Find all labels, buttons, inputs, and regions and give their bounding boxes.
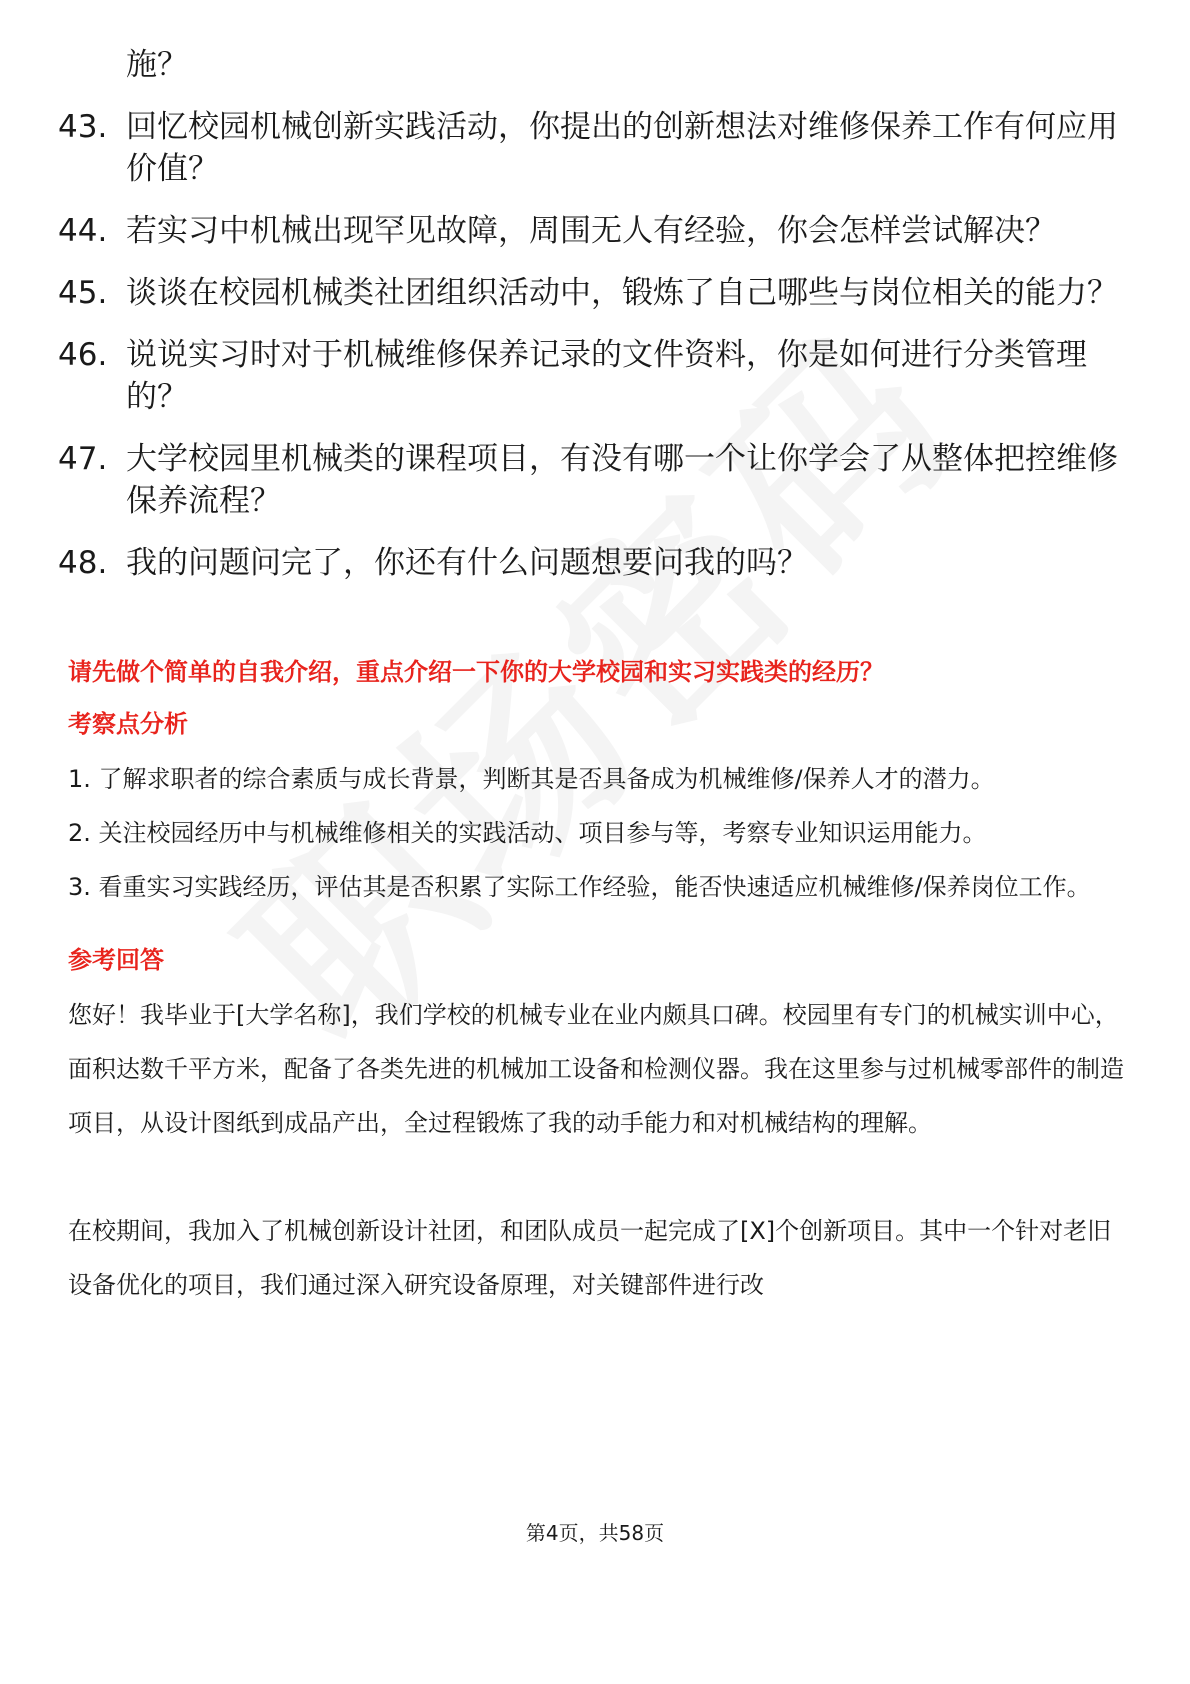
question-number: 43.	[58, 109, 108, 145]
question-continuation-text: 施？	[126, 47, 188, 83]
analysis-point: 3. 看重实习实践经历，评估其是否积累了实际工作经验，能否快速适应机械维修/保养岗位工作。	[68, 873, 1091, 901]
question-item	[58, 210, 1118, 252]
question-item	[58, 438, 1118, 522]
question-item	[58, 542, 1118, 584]
question-text: 我的问题问完了，你还有什么问题想要问我的吗？	[126, 545, 808, 581]
question-item	[58, 334, 1118, 418]
question-number: 47.	[58, 441, 108, 477]
question-text: 若实习中机械出现罕见故障，周围无人有经验，你会怎样尝试解决？	[126, 213, 1056, 249]
analysis-point: 1. 了解求职者的综合素质与成长背景，判断其是否具备成为机械维修/保养人才的潜力。	[68, 765, 995, 793]
analysis-point: 2. 关注校园经历中与机械维修相关的实践活动、项目参与等，考察专业知识运用能力。	[68, 819, 987, 847]
question-text: 回忆校园机械创新实践活动，你提出的创新想法对维修保养工作有何应用价值？	[126, 109, 1118, 187]
page-footer: 第4页，共58页	[525, 1521, 665, 1545]
question-number: 48.	[58, 545, 108, 581]
question-item	[58, 106, 1118, 190]
analysis-section	[68, 652, 1128, 1312]
question-number: 44.	[58, 213, 108, 249]
answer-paragraph: 您好！我毕业于[大学名称]，我们学校的机械专业在业内颇具口碑。校园里有专门的机械实训中心，面积达数千平方米，配备了各类先进的机械加工设备和检测仪器。我在这里参与过机械零部件的制造项目，从设计图纸到成品产出，全过程锻炼了我的动手能力和对机械结构的理解。	[68, 1001, 1124, 1137]
question-text: 说说实习时对于机械维修保养记录的文件资料，你是如何进行分类管理的？	[126, 337, 1087, 415]
question-text: 大学校园里机械类的课程项目，有没有哪一个让你学会了从整体把控维修保养流程？	[126, 441, 1118, 519]
question-item	[58, 272, 1118, 314]
answer-paragraph: 在校期间，我加入了机械创新设计社团，和团队成员一起完成了[X]个创新项目。其中一个针对老旧设备优化的项目，我们通过深入研究设备原理，对关键部件进行改	[68, 1217, 1112, 1299]
question-number: 45.	[58, 275, 108, 311]
question-text: 谈谈在校园机械类社团组织活动中，锻炼了自己哪些与岗位相关的能力？	[126, 275, 1118, 311]
analysis-heading: 考察点分析	[68, 710, 188, 738]
question-continuation	[58, 44, 1118, 86]
question-number: 46.	[58, 337, 108, 373]
answer-heading: 参考回答	[68, 946, 164, 974]
paragraph-spacer	[68, 1150, 1128, 1204]
question-list	[58, 44, 1118, 604]
analysis-points	[68, 752, 1128, 914]
featured-question: 请先做个简单的自我介绍，重点介绍一下你的大学校园和实习实践类的经历？	[68, 658, 884, 686]
